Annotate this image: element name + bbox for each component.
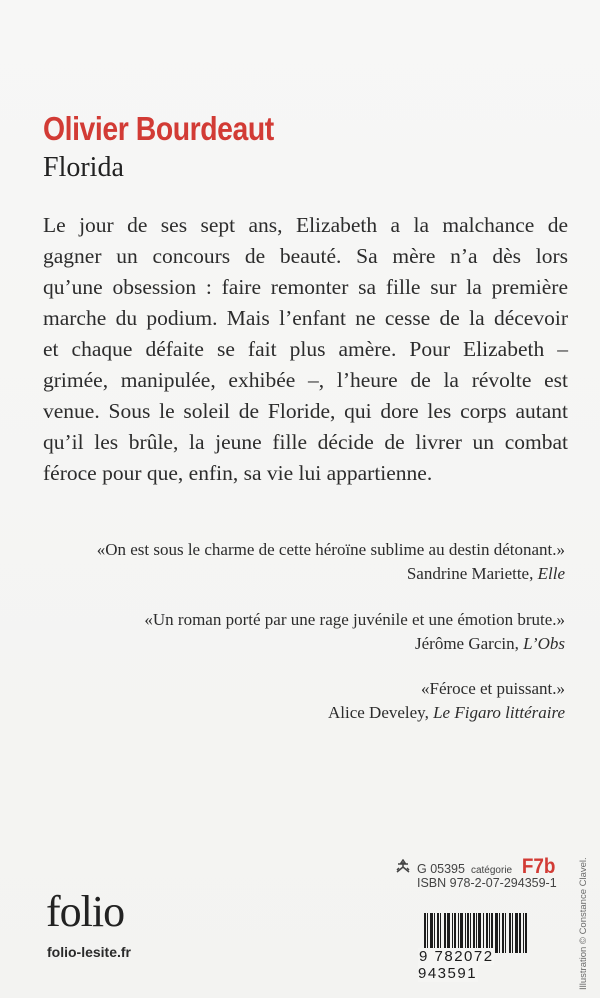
blurb-line: gagner un concours de beauté. Sa mère n’a dès lors [43,244,568,268]
illustration-credit: Illustration © Constance Clavel. [578,857,589,990]
barcode [418,913,558,982]
quote-source [25,632,565,656]
folio-logo: folio [46,887,125,936]
blurb-line: grimée, manipulée, exhibée –, l’heure de la révolte est [43,368,568,392]
product-code: G 05395 [417,862,465,876]
book-title: Florida [43,152,124,183]
barcode-bars [424,913,552,953]
quote-text: «Féroce et puissant.» [421,679,565,698]
quote-author: Alice Develey, [327,703,429,722]
blurb-paragraph [43,210,568,489]
quote-text: «Un roman porté par une rage juvénile et une émotion brute.» [144,610,565,629]
press-quote [25,677,565,725]
category-label: catégorie [470,865,513,876]
blurb-line: féroce pour que, enfin, sa vie lui appartienne. [43,461,433,485]
quote-text: «On est sous le charme de cette héroïne sublime au destin détonant.» [96,540,565,559]
press-quote [25,538,565,586]
press-quotes [25,538,565,745]
blurb-line: qu’il les brûle, la jeune fille décide de livrer un combat [43,430,568,454]
quote-source [25,701,565,725]
quote-publication: Le Figaro littéraire [433,703,565,722]
press-quote [25,608,565,656]
blurb-line: et chaque défaite se fait plus amère. Pour Elizabeth – [43,337,568,361]
quote-publication: L’Obs [523,634,565,653]
book-metadata [395,855,557,890]
gallimard-logo-icon [395,859,411,873]
blurb-line: Le jour de ses sept ans, Elizabeth a la malchance de [43,213,568,237]
blurb-line: marche du podium. Mais l’enfant ne cesse de la décevoir [43,306,568,330]
blurb-line: qu’une obsession : faire remonter sa fille sur la première [43,275,568,299]
blurb-line: venue. Sous le soleil de Floride, qui dore les corps autant [43,399,568,423]
barcode-digits: 9 782072 943591 [418,948,494,982]
quote-source [25,562,565,586]
publisher-website[interactable]: folio-lesite.fr [47,944,132,960]
category-value: F7b [521,855,556,878]
quote-author: Jérôme Garcin, [415,634,519,653]
author-name: Olivier Bourdeaut [43,110,274,147]
quote-publication: Elle [537,564,565,583]
quote-author: Sandrine Mariette, [406,564,534,583]
isbn: ISBN 978-2-07-294359-1 [417,876,557,890]
